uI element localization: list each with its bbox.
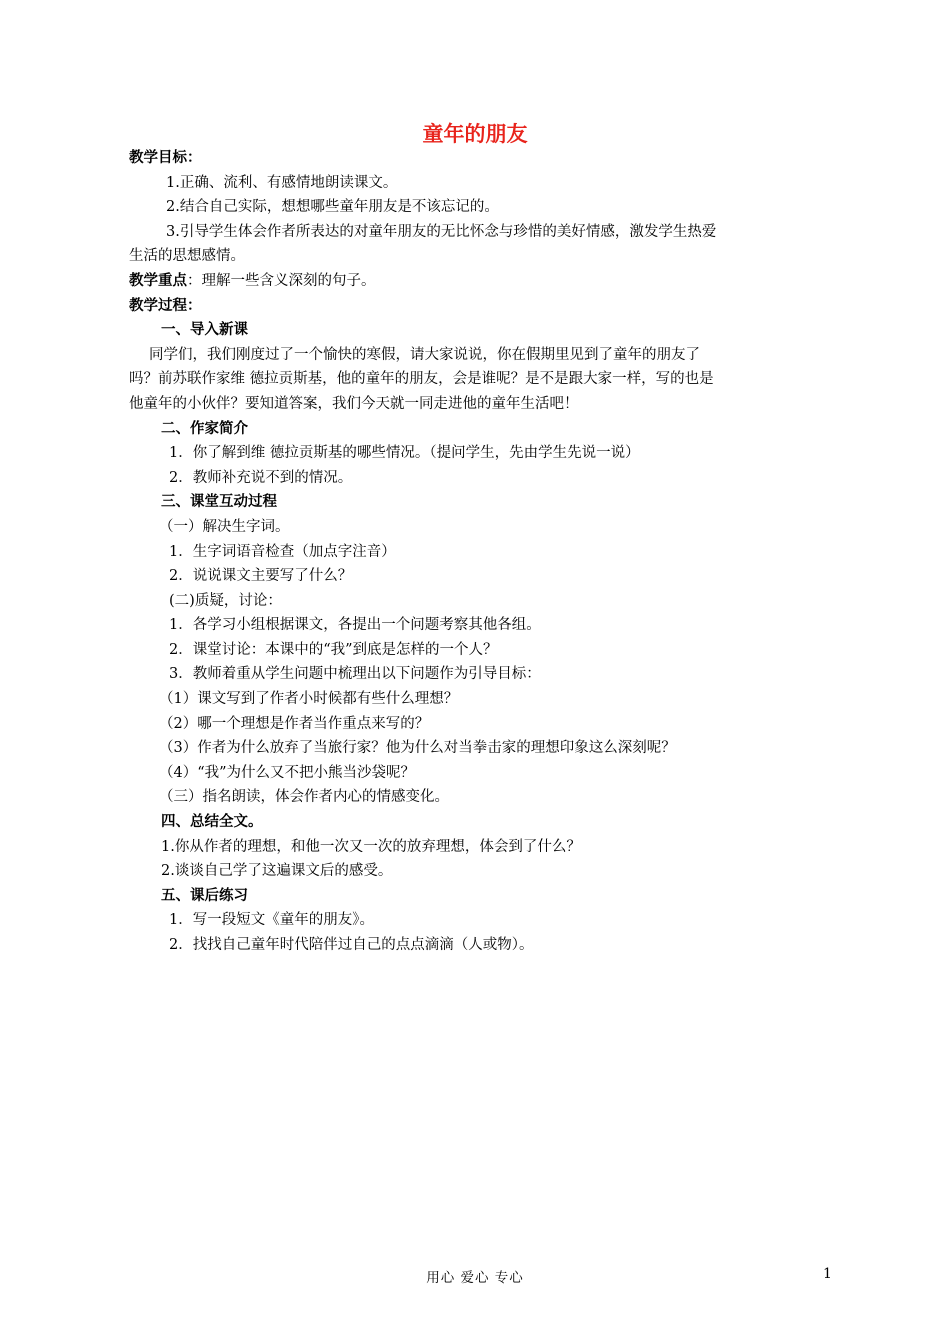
text-line: 1．各学习小组根据课文，各提出一个问题考察其他各组。 [169, 617, 541, 634]
text-line: （一）解决生字词。 [159, 518, 290, 535]
section-heading: 教学过程： [129, 297, 202, 314]
document-title: 童年的朋友 [422, 122, 528, 146]
section-heading: 四、总结全文。 [161, 814, 263, 831]
text-line [129, 269, 717, 294]
text-line: 2.谈谈自己学了这遍课文后的感受。 [161, 863, 393, 880]
inline-label: 教学重点 [129, 272, 187, 289]
text-line: （3）作者为什么放弃了当旅行家？他为什么对当拳击家的理想印象这么深刻呢？ [159, 740, 676, 757]
text-line: 3.引导学生体会作者所表达的对童年朋友的无比怀念与珍惜的美好情感，激发学生热爱生活的思想感情。 [129, 223, 717, 265]
inline-text: ：理解一些含义深刻的句子。 [187, 272, 376, 289]
text-line: 同学们，我们刚度过了一个愉快的寒假，请大家说说，你在假期里见到了童年的朋友了吗？前苏联作家维 德拉贡斯基，他的童年的朋友，会是谁呢？是不是跟大家一样，写的也是他童年的小伙伴？要知道答案，我们今天就一同走进他的童年生活吧！ [129, 346, 714, 412]
text-line: （2）哪一个理想是作者当作重点来写的？ [159, 715, 430, 732]
section-heading: 二、作家简介 [161, 420, 248, 437]
page-number: 1 [823, 1266, 832, 1282]
text-line: （三）指名朗读，体会作者内心的情感变化。 [159, 789, 449, 806]
text-line: （4）“我”为什么又不把小熊当沙袋呢？ [159, 764, 416, 781]
section-heading: 一、导入新课 [161, 322, 248, 339]
text-line: 1.你从作者的理想，和他一次又一次的放弃理想，体会到了什么？ [161, 838, 581, 855]
text-line: 3．教师着重从学生问题中梳理出以下问题作为引导目标： [169, 666, 541, 683]
text-line: 1．你了解到维 德拉贡斯基的哪些情况。（提问学生，先由学生先说一说） [169, 445, 640, 462]
section-heading: 五、课后练习 [161, 887, 248, 904]
text-line: 1．生字词语音检查（加点字注音） [169, 543, 396, 560]
text-line: (二)质疑，讨论： [169, 592, 282, 609]
text-line: 2．课堂讨论：本课中的“我”到底是怎样的一个人？ [169, 641, 498, 658]
text-line: 2．找找自己童年时代陪伴过自己的点点滴滴（人或物）。 [169, 937, 534, 953]
page-footer: 用心 爱心 专心 [426, 1270, 524, 1286]
document-body [129, 146, 717, 958]
text-line: 1．写一段短文《童年的朋友》。 [169, 912, 374, 929]
text-line: 1.正确、流利、有感情地朗读课文。 [166, 174, 398, 191]
text-line: （1）课文写到了作者小时候都有些什么理想？ [159, 691, 459, 708]
text-line: 2．教师补充说不到的情况。 [169, 469, 353, 486]
section-heading: 教学目标： [129, 150, 202, 166]
text-line: 2.结合自己实际，想想哪些童年朋友是不该忘记的。 [166, 199, 499, 216]
text-line: 2．说说课文主要写了什么？ [169, 568, 353, 585]
section-heading: 三、课堂互动过程 [161, 494, 277, 511]
